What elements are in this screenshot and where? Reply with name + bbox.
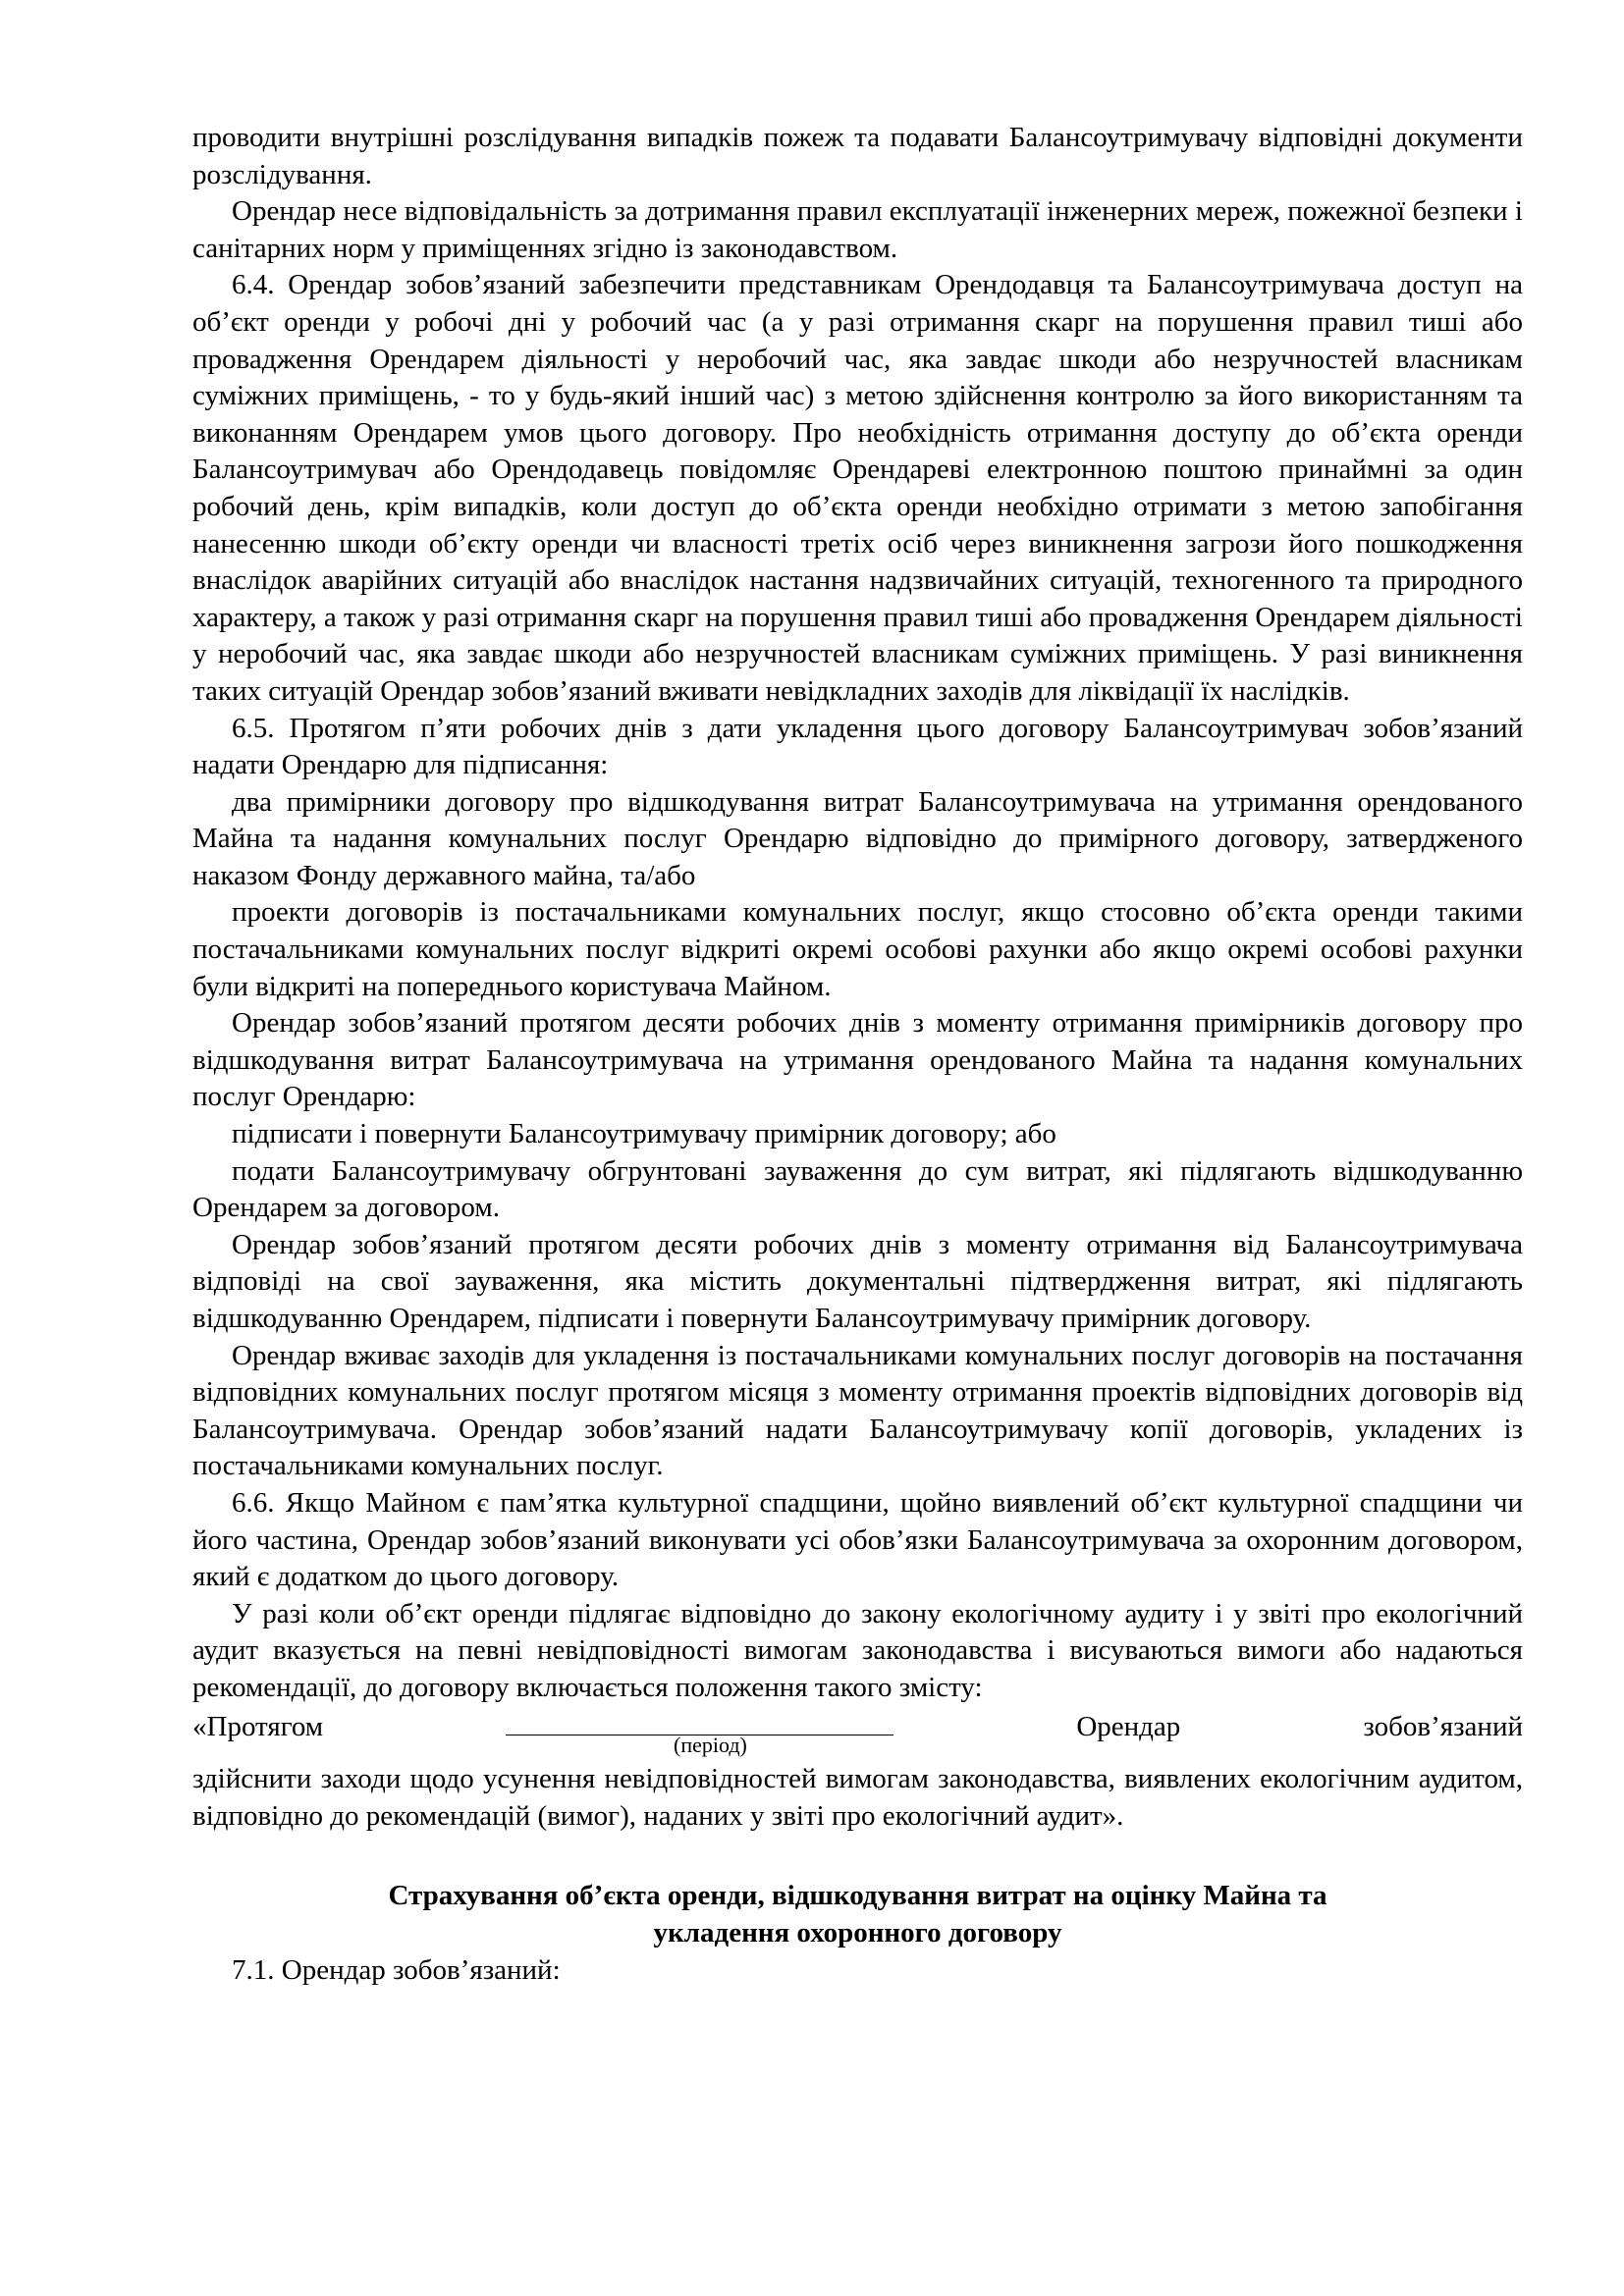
blank-fill-line (192, 1707, 1523, 1746)
paragraph: 6.6. Якщо Майном є пам’ятка культурної спадщини, щойно виявлений об’єкт культурної спадщини чи його частина, Орендар зобов’язаний виконувати усі обов’язки Балансоутримувача за охоронним договором, який є додатком до цього договору. (192, 1486, 1523, 1593)
paragraph: Орендар зобов’язаний протягом десяти робочих днів з моменту отримання від Балансоутримувача відповіді на свої зауваження, яка містить документальні підтвердження витрат, які підлягають відшкодуванню Орендарем, підписати і повернути Балансоутримувачу примірник договору. (192, 1228, 1523, 1334)
section-heading (192, 1878, 1523, 1951)
paragraph: проводити внутрішні розслідування випадків пожеж та подавати Балансоутримувачу відповідні документи розслідування. (192, 122, 1523, 190)
paragraph-list (192, 120, 1523, 1707)
blank-caption (192, 1733, 1523, 1761)
paragraph: два примірники договору про відшкодування витрат Балансоутримувача на утримання орендованого Майна та надання комунальних послуг Орендарю відповідно до примірного договору, затвердженого наказом Фонду державного майна, та/або (192, 785, 1523, 891)
clause-7-1: 7.1. Орендар зобов’язаний: (232, 1953, 561, 1986)
paragraph: підписати і повернути Балансоутримувачу примірник договору; або (232, 1118, 1056, 1150)
paragraph: Орендар несе відповідальність за дотримання правил експлуатації інженерних мереж, пожежної безпеки і санітарних норм у приміщеннях згідно із законодавством. (192, 195, 1523, 264)
blank-line-start: «Протягом (192, 1710, 324, 1742)
paragraph: У разі коли об’єкт оренди підлягає відповідно до закону екологічному аудиту і у звіті про екологічний аудит вказується на певні невідповідності вимогам законодавства і висуваються вимоги або надаються рекомендації, до договору включається положення такого змісту: (192, 1597, 1523, 1703)
blank-caption-text: (період) (674, 1733, 747, 1758)
blank-line-end: зобов’язаний (1363, 1710, 1523, 1742)
paragraph: Орендар вживає заходів для укладення із постачальниками комунальних послуг договорів на постачання відповідних комунальних послуг протягом місяця з моменту отримання проектів відповідних договорів від Балансоутримувача. Орендар зобов’язаний надати Балансоутримувачу копії договорів, укладених із постачальниками комунальних послуг. (192, 1339, 1523, 1482)
section-heading-line-2: укладення охоронного договору (653, 1916, 1062, 1949)
document-page (192, 120, 1523, 1989)
blank-underline (506, 1707, 893, 1735)
paragraph: Орендар зобов’язаний протягом десяти робочих днів з моменту отримання примірників договору про відшкодування витрат Балансоутримувача на утримання орендованого Майна та надання комунальних послуг Орендарю: (192, 1007, 1523, 1113)
section-heading-line-1: Страхування об’єкта оренди, відшкодування витрат на оцінку Майна та (388, 1880, 1327, 1912)
paragraph: 6.4. Орендар зобов’язаний забезпечити представникам Орендодавця та Балансоутримувача доступ на об’єкт оренди у робочі дні у робочий час (а у разі отримання скарг на порушення правил тиші або провадження Орендарем діяльності у неробочий час, яка завдає шкоди або незручностей власникам суміжних приміщень, - то у будь-який інший час) з метою здійснення контролю за його використанням та виконанням Орендарем умов цього договору. Про необхідність отримання доступу до об’єкта оренди Балансоутримувач або Орендодавець повідомляє Орендареві електронною поштою принаймні за один робочий день, крім випадків, коли доступ до об’єкта оренди необхідно отримати з метою запобігання нанесенню шкоди об’єкту оренди чи власності третіх осіб через виникнення загрози його пошкодження внаслідок аварійних ситуацій або внаслідок настання надзвичайних ситуацій, техногенного та природного характеру, а також у разі отримання скарг на порушення правил тиші або провадження Орендарем діяльності у неробочий час, яка завдає шкоди або незручностей власникам суміжних приміщень. У разі виникнення таких ситуацій Орендар зобов’язаний вживати невідкладних заходів для ліквідації їх наслідків. (192, 269, 1523, 707)
paragraph: подати Балансоутримувачу обгрунтовані зауваження до сум витрат, які підлягають відшкодуванню Орендарем за договором. (192, 1154, 1523, 1224)
blank-line-middle: Орендар (1076, 1710, 1181, 1742)
paragraph-after-blank: здійснити заходи щодо усунення невідповідностей вимогам законодавства, виявлених екологічним аудитом, відповідно до рекомендацій (вимог), наданих у звіті про екологічний аудит». (192, 1763, 1523, 1832)
paragraph: проекти договорів із постачальниками комунальних послуг, якщо стосовно об’єкта оренди такими постачальниками комунальних послуг відкриті окремі особові рахунки або якщо окремі особові рахунки були відкриті на попереднього користувача Майном. (192, 896, 1523, 1002)
paragraph: 6.5. Протягом п’яти робочих днів з дати укладення цього договору Балансоутримувач зобов’язаний надати Орендарю для підписання: (192, 712, 1523, 781)
